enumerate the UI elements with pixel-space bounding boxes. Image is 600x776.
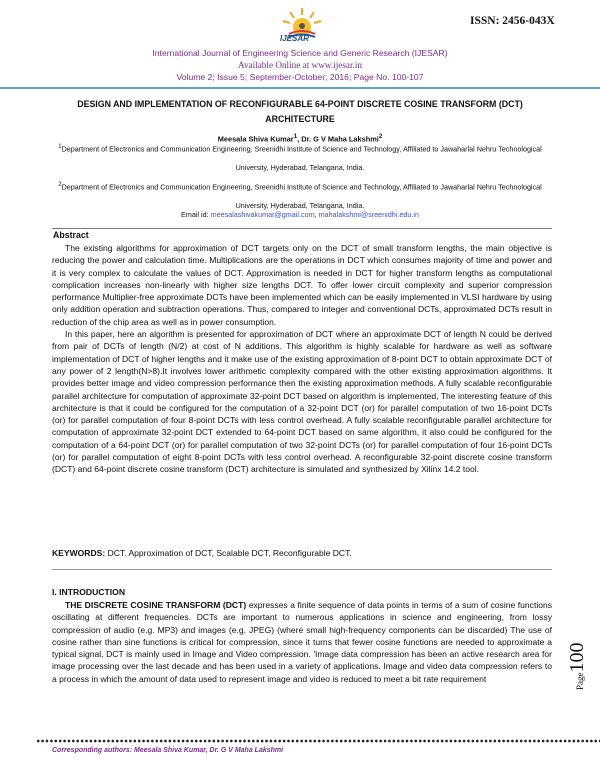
abstract-paragraph-1: The existing algorithms for approximation of DCT targets only on the DCT of small transform lengths, the main objective is reducing the power and calculation time. Multiplications are the operations in DCT which consumes majority of time and power and it is very complex to calculate the values of DCT. Approximation is needed in DCT for higher transform lengths as computational complication increases non-linearly with higher size lengths DCT. To offer lower circuit complexity and superior compression performance Multiplier-free approximate DCTs have been implemented which can be easily implemented in VLSI hardware by using only addition operation and subtraction operations. Thus, compared to integer and conventional DCTs, approximated DCTs result in reduction of the chip area as well as in power consumption. — [52, 243, 552, 327]
journal-website[interactable]: Available Online at www.ijesar.in — [238, 60, 362, 70]
abstract-paragraph-2: In this paper, here an algorithm is presented for approximation of DCT where an approximate DCT of length N could be derived from pair of DCTs of length (N/2) at cost of N additions. This algorithm is highly scalable for hardware as well as software implementation of DCT of higher lengths and it make use of the existing approximation of 8-point DCT to obtain approximate DCT of any power of 2 length(N>8).It involves lower arithmetic complexity compared with the other existing approximation algorithms. It provides better image and video compression performance then the existing approximation methods. A fully scalable reconfigurable parallel architecture for computation of approximate 32-point DCT based on algorithm is implemented, The interesting feature of this architecture is that it could be configured for the computation of a 32-point DCT (or) for parallel computation of two 16-point DCTs (or) for parallel computation of four 8-point DCTs with less control overhead. A fully scalable reconfigurable parallel architecture for computation of approximate 32-point DCT extended to 64-point DCT based on same algorithm, it also could be configured for the computation of a 64-point DCT (or) for parallel computation of two 32-point DCTs (or) for parallel computation of four 16-point DCTs (or) for parallel computation of eight 8-point DCTs with less control overhead. A reconfigurable 32-point discrete cosine transform (DCT) and 64-point discrete cosine transform (DCT) architecture is simulated and synthesized by Xilinx 14.2 tool. — [52, 329, 552, 475]
introduction-body — [52, 599, 552, 685]
introduction-heading: I. INTRODUCTION — [52, 587, 126, 597]
author-1-sup: 1 — [293, 133, 298, 140]
corresponding-authors: Corresponding authors: Meesala Shiva Kumar, Dr. G V Maha Lakshmi — [52, 747, 284, 754]
page-number — [566, 643, 589, 691]
abstract-divider — [52, 228, 552, 229]
email-link-1[interactable]: meesalashivakumar@gmail.com — [210, 210, 315, 219]
author-2: , Dr. G V Maha Lakshmi — [297, 134, 379, 144]
email-line — [0, 210, 600, 219]
email-label: Email id: — [181, 210, 211, 219]
author-2-sup: 2 — [378, 133, 383, 140]
keywords-text: DCT. Approximation of DCT, Scalable DCT, Reconfigurable DCT. — [105, 548, 352, 558]
issn: ISSN: 2456-043X — [470, 15, 555, 27]
email-link-2[interactable]: mahalakshmi@sreenidhi.edu.in — [318, 210, 419, 219]
affiliation-2: $^2$Department of Electronics and Communication Engineering, Sreenidhi Institute of Science and Technology, Affiliated to Jawaharlal Nehru Technological University, Hyderabad, Telangana, India. — [58, 182, 542, 211]
intro-lead: THE DISCRETE COSINE TRANSFORM (DCT) — [65, 600, 247, 610]
logo-text: IJESAR — [280, 34, 309, 43]
affiliation-2-text: Department of Electronics and Communication Engineering, Sreenidhi Institute of Science and Technology, Affiliated to Jawaharlal Nehru Technological University, Hyderabad, Telangana, India. — [61, 182, 542, 211]
affiliation-1-text: Department of Electronics and Communication Engineering, Sreenidhi Institute of Science and Technology, Affiliated to Jawaharlal Nehru Technological University, Hyderabad, Telangana, India. — [61, 144, 542, 173]
page-word: Page — [575, 672, 585, 690]
affiliation-1: $^1$Department of Electronics and Communication Engineering, Sreenidhi Institute of Science and Technology, Affiliated to Jawaharlal Nehru Technological University, Hyderabad, Telangana, India. — [58, 144, 542, 173]
journal-name: International Journal of Engineering Science and Generic Research (IJESAR) — [152, 48, 448, 58]
author-1: Meesala Shiva Kumar — [217, 134, 294, 144]
page-number-value: 100 — [566, 642, 588, 673]
keywords — [52, 548, 352, 558]
keywords-label: KEYWORDS: — [52, 548, 106, 558]
email-separator: , — [314, 210, 319, 219]
abstract-body — [52, 242, 552, 476]
journal-logo — [277, 6, 327, 50]
intro-text: expresses a finite sequence of data points in terms of a sum of cosine functions oscillating at different frequencies. DCTs are important to numerous applications in science and engineering, from lossy compression of audio (e.g. MP3) and images (e.g. JPEG) (where small high-frequency components can be discarded) The use of cosine rather than sine functions is critical for compression, since it turns that fewer cosine functions are needed to approximate a typical signal, DCT is mainly used in Image and Video compression. 'Image data compression has been an active research area for image processing over the last decade and has been used in a variety of applications. Image and video data compression refers to a process in which the amount of data used to represent image and video is reduced to meet a bit rate requirement — [52, 600, 553, 684]
footer-dotted-rule — [36, 739, 600, 743]
header-divider — [0, 87, 600, 89]
volume-info: Volume 2; Issue 5; September-October; 2016; Page No. 100-107 — [176, 72, 424, 82]
paper-title: DESIGN AND IMPLEMENTATION OF RECONFIGURABLE 64-POINT DISCRETE COSINE TRANSFORM (DCT) ARCHITECTURE — [77, 99, 523, 124]
keywords-divider — [52, 569, 552, 570]
abstract-heading: Abstract — [53, 230, 89, 240]
